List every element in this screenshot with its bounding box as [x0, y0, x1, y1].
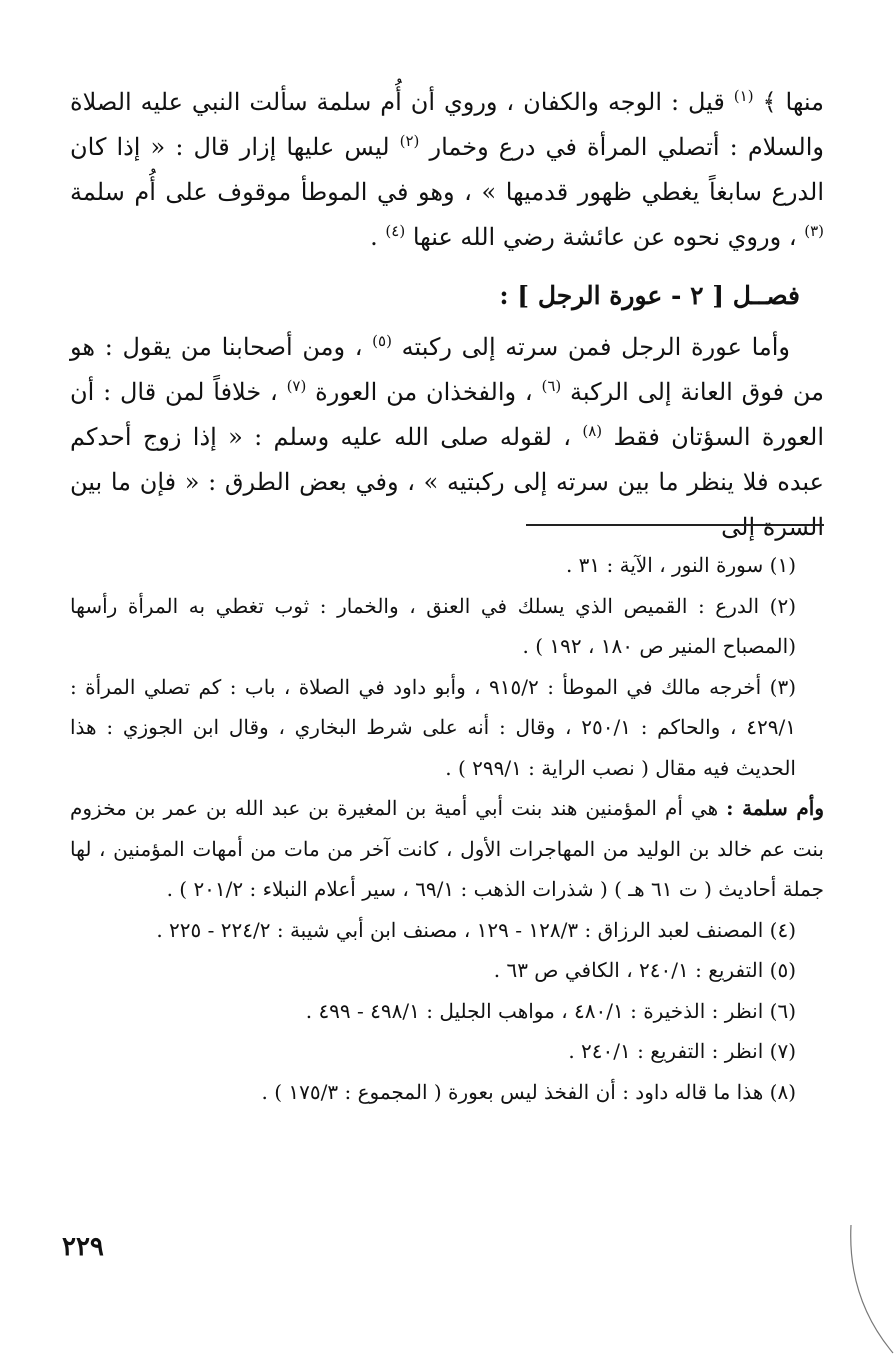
- biography-text: هي أم المؤمنين هند بنت أبي أمية بن المغيرة بن عبد الله بن عمر بن مخزوم بنت عم خالد بن الوليد من المهاجرات الأول ، كانت آخر من مات من أمهات المؤمنين ، لها جملة أحاديث ( ت ٦١ هـ ) ( شذرات الذهب : ٦٩/١ ، سير أعلام النبلاء : ٢٠١/٢ ) .: [70, 796, 824, 901]
- section-heading-word: فصــل: [732, 281, 800, 310]
- page-number: ٢٢٩: [62, 1232, 104, 1262]
- footnote-ref-6: (٦): [541, 377, 562, 395]
- section-heading-title: [ ٢ - عورة الرجل ] :: [499, 281, 725, 310]
- footnote-7: (٧) انظر : التفريع : ٢٤٠/١ .: [568, 1039, 796, 1063]
- para2-text-4: ، خلافاً لمن قال : أن العورة السؤتان فقط: [70, 378, 824, 451]
- footnote-ref-4: (٤): [385, 222, 406, 240]
- para1-text-2: قيل : الوجه والكفان ، وروي أن أُم سلمة سألت النبي عليه الصلاة والسلام : أتصلي المرأة في درع وخمار: [70, 88, 824, 161]
- para1-text-1: منها ﴾: [762, 88, 824, 116]
- footnote-6: (٦) انظر : الذخيرة : ٤٨٠/١ ، مواهب الجليل : ٤٩٨/١ - ٤٩٩ .: [305, 998, 796, 1023]
- para1-text-5: .: [370, 223, 378, 251]
- footnote-ref-1: (١): [733, 87, 754, 105]
- footnote-1: (١) سورة النور ، الآية : ٣١ .: [565, 553, 796, 577]
- para1-text-3: ليس عليها إزار قال : « إذا كان الدرع سابغاً يغطي ظهور قدميها » ، وهو في الموطأ موقوف على أُم سلمة: [70, 133, 824, 206]
- section-heading: [70, 276, 800, 316]
- footnote-ref-3: (٣): [804, 222, 824, 240]
- footnote-3-biography: [70, 788, 824, 910]
- footnote-4: (٤) المصنف لعبد الرزاق : ١٢٨/٣ - ١٢٩ ، مصنف ابن أبي شيبة : ٢٢٤/٢ - ٢٢٥ .: [156, 917, 796, 942]
- para2-text-3: ، والفخذان من العورة: [315, 378, 533, 406]
- page-edge-curl: [845, 1225, 894, 1356]
- footnote-2: (٢) الدرع : القميص الذي يسلك في العنق ، والخمار : ثوب تغطي به المرأة رأسها (المصباح المنير ص ١٨٠ ، ١٩٢ ) .: [70, 593, 796, 658]
- biography-lead: وأم سلمة :: [726, 796, 824, 820]
- footnote-8: (٨) هذا ما قاله داود : أن الفخذ ليس بعورة ( المجموع : ١٧٥/٣ ) .: [261, 1079, 796, 1104]
- footnote-ref-5: (٥): [372, 332, 392, 350]
- footnote-ref-8: (٨): [582, 422, 603, 440]
- footnotes-section: [70, 545, 824, 1112]
- footnote-ref-7: (٧): [286, 377, 307, 395]
- body-paragraph-1: [70, 80, 824, 260]
- footnote-divider: [526, 524, 824, 526]
- para2-text-2: ، ومن أصحابنا من يقول : هو من فوق العانة إلى الركبة: [70, 333, 825, 406]
- footnote-ref-2: (٢): [399, 132, 420, 150]
- body-paragraph-2: [70, 325, 824, 550]
- footnote-3: (٣) أخرجه مالك في الموطأ : ٩١٥/٢ ، وأبو داود في الصلاة ، باب : كم تصلي المرأة : ٤٢٩/١ ، والحاكم : ٢٥٠/١ ، وقال : أنه على شرط البخاري ، وقال ابن الجوزي : هذا الحديث فيه مقال ( نصب الراية : ٢٩٩/١ ) .: [70, 674, 796, 780]
- footnote-5: (٥) التفريع : ٢٤٠/١ ، الكافي ص ٦٣ .: [493, 958, 796, 982]
- para2-text-1: وأما عورة الرجل فمن سرته إلى ركبته: [401, 333, 790, 361]
- para1-text-4: ، وروي نحوه عن عائشة رضي الله عنها: [412, 223, 797, 251]
- para2-text-5: ، لقوله صلى الله عليه وسلم : « إذا زوج أحدكم عبده فلا ينظر ما بين سرته إلى ركبتيه » ، وفي بعض الطرق : « فإن ما بين السرة إلى: [70, 423, 824, 541]
